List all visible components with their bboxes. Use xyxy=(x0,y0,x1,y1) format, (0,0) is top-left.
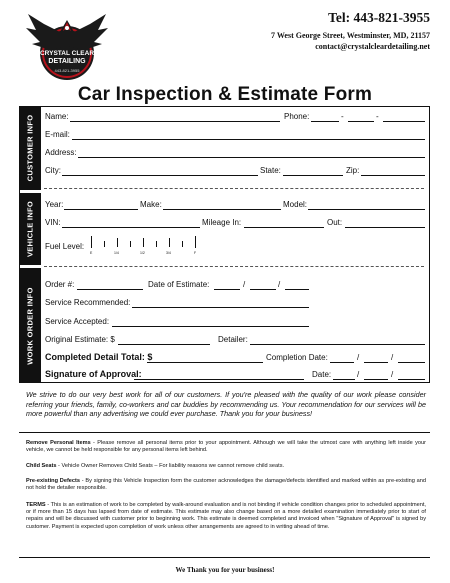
phone-number: Tel: 443-821-3955 xyxy=(328,10,430,25)
section-label-customer: CUSTOMER INFO xyxy=(19,106,41,190)
remove-items-text: - Please remove all personal items prior to your appointment. Although we will take the utmost care with anything left inside your vehicle, we cannot be held responsible for any personal items left behind. xyxy=(26,440,426,454)
zip-field[interactable] xyxy=(361,175,425,176)
make-label: Make: xyxy=(140,200,162,209)
service-recommended-field[interactable] xyxy=(132,307,309,308)
state-label: State: xyxy=(260,166,281,175)
completion-year-field[interactable] xyxy=(398,362,425,363)
model-label: Model: xyxy=(283,200,308,209)
logo-text-top: CRYSTAL CLEAR xyxy=(39,50,95,57)
fuel-tick-q xyxy=(117,238,118,247)
section-label-vehicle: VEHICLE INFO xyxy=(19,193,41,265)
fuel-tick-f xyxy=(195,236,196,248)
remove-items-paragraph xyxy=(26,440,426,454)
estimate-day-field[interactable] xyxy=(250,289,276,290)
phone-field-line[interactable] xyxy=(383,121,425,122)
fuel-mark-e: E xyxy=(90,251,93,255)
fuel-tick-1 xyxy=(104,241,105,247)
date-of-estimate-label: Date of Estimate: xyxy=(148,280,210,289)
address-field[interactable] xyxy=(78,157,425,158)
signature-date-label: Date: xyxy=(312,370,332,379)
signature-slash-2: / xyxy=(391,370,394,379)
mileage-in-label: Mileage In: xyxy=(202,218,242,227)
name-field[interactable] xyxy=(70,121,280,122)
estimate-year-field[interactable] xyxy=(285,289,309,290)
company-address xyxy=(271,30,430,52)
original-estimate-label: Original Estimate: $ xyxy=(45,335,115,344)
model-field[interactable] xyxy=(308,209,425,210)
intro-divider xyxy=(19,432,430,433)
state-field[interactable] xyxy=(283,175,343,176)
fuel-mark-f: F xyxy=(194,251,197,255)
fuel-mark-quarter: 1/4 xyxy=(114,251,119,255)
remove-items-title: Remove Personal Items xyxy=(26,440,91,446)
zip-label: Zip: xyxy=(346,166,360,175)
completed-total-field[interactable] xyxy=(147,362,263,363)
completion-day-field[interactable] xyxy=(364,362,388,363)
defects-title: Pre-existing Defects xyxy=(26,478,81,484)
vin-field[interactable] xyxy=(62,227,200,228)
logo-text-phone: 443-821-3955 xyxy=(54,68,80,73)
make-field[interactable] xyxy=(163,209,281,210)
vin-label: VIN: xyxy=(45,218,61,227)
service-accepted-label: Service Accepted: xyxy=(45,317,110,326)
detailer-field[interactable] xyxy=(250,344,425,345)
fuel-tick-2 xyxy=(130,241,131,247)
defects-paragraph xyxy=(26,478,426,492)
fuel-tick-h xyxy=(143,238,144,247)
terms-text: - This is an estimation of work to be completed by walk-around evaluation and is not binding if vehicle condition changes prior to scheduled appointment, or if more than 15 days has lapsed from date of estimate. This estimate may also change based on a more detailed examination immediately prior to start of repairs and will be discussed with customer prior to beginning work. This estimate is deemed completed and invoiced when "Signature of Approval" is signed by customer. Payment is expected upon completion of work unless other arrangements are agreed to in writing ahead of time. xyxy=(26,502,426,530)
city-field[interactable] xyxy=(62,175,258,176)
signature-label: Signature of Approval: xyxy=(45,369,142,379)
logo-text-main: DETAILING xyxy=(48,58,86,65)
fuel-tick-3 xyxy=(156,241,157,247)
defects-text: - By signing this Vehicle Inspection form the customer acknowledges the damage/defects identified and marked within as pre-existing and not hold the detailer responsible. xyxy=(26,478,426,492)
fuel-mark-half: 1/2 xyxy=(140,251,145,255)
address-label: Address: xyxy=(45,148,77,157)
detailer-label: Detailer: xyxy=(218,335,248,344)
phone-field-area[interactable] xyxy=(311,121,339,122)
email-field[interactable] xyxy=(72,139,425,140)
original-estimate-field[interactable] xyxy=(118,344,210,345)
section-label-work: WORK ORDER INFO xyxy=(19,268,41,383)
phone-sep-1: - xyxy=(341,112,344,121)
page-title: Car Inspection & Estimate Form xyxy=(77,84,373,105)
year-label: Year: xyxy=(45,200,64,209)
year-field[interactable] xyxy=(64,209,138,210)
street-address: 7 West George Street, Westminster, MD, 21157 xyxy=(270,31,430,40)
signature-year-field[interactable] xyxy=(398,379,425,380)
completed-total-label: Completed Detail Total: $ xyxy=(45,352,153,362)
phone-label: Phone: xyxy=(284,112,310,121)
child-seats-text: - Vehicle Owner Removes Child Seats – For liability reasons we cannot remove child seats. xyxy=(56,463,285,469)
child-seats-title: Child Seats xyxy=(26,463,57,469)
service-accepted-field[interactable] xyxy=(112,326,309,327)
fuel-tick-4 xyxy=(182,241,183,247)
signature-day-field[interactable] xyxy=(364,379,388,380)
phone-sep-2: - xyxy=(376,112,379,121)
completion-month-field[interactable] xyxy=(330,362,354,363)
section-divider-2 xyxy=(44,266,424,267)
child-seats-paragraph xyxy=(26,463,426,470)
name-label: Name: xyxy=(45,112,69,121)
thank-you-footer: We Thank you for your business! xyxy=(175,566,275,574)
order-number-field[interactable] xyxy=(77,289,143,290)
company-logo xyxy=(24,6,110,84)
terms-title: TERMS xyxy=(26,502,46,508)
fuel-level-label: Fuel Level: xyxy=(45,242,85,251)
phone-field-prefix[interactable] xyxy=(348,121,374,122)
estimate-month-field[interactable] xyxy=(214,289,240,290)
order-number-label: Order #: xyxy=(45,280,75,289)
signature-month-field[interactable] xyxy=(333,379,355,380)
completion-slash-1: / xyxy=(357,353,360,362)
email-address: contact@crystalcleardetailing.net xyxy=(315,42,430,51)
service-recommended-label: Service Recommended: xyxy=(45,298,131,307)
fuel-mark-three-quarter: 3/4 xyxy=(166,251,171,255)
mileage-in-field[interactable] xyxy=(244,227,324,228)
signature-field[interactable] xyxy=(134,379,304,380)
estimate-slash-2: / xyxy=(278,280,281,289)
email-label: E-mail: xyxy=(45,130,70,139)
section-divider-1 xyxy=(44,188,424,189)
terms-paragraph xyxy=(26,502,426,531)
city-label: City: xyxy=(45,166,61,175)
fuel-tick-e xyxy=(91,236,92,248)
fuel-gauge[interactable] xyxy=(90,236,200,258)
mileage-out-label: Out: xyxy=(327,218,343,227)
footer-divider xyxy=(19,557,430,558)
intro-paragraph: We strive to do our very best work for all of our customers. If you're pleased with the quality of our work please consider referring your friends, family, co-workers and car buddies by recommending us. Your recommendation for our services will be more powerful than any advertising we could ever purchase. Thank you for your business! xyxy=(26,390,426,418)
completion-date-label: Completion Date: xyxy=(266,353,328,362)
estimate-slash-1: / xyxy=(243,280,246,289)
signature-slash-1: / xyxy=(357,370,360,379)
mileage-out-field[interactable] xyxy=(345,227,425,228)
completion-slash-2: / xyxy=(391,353,394,362)
fuel-tick-tq xyxy=(169,238,170,247)
